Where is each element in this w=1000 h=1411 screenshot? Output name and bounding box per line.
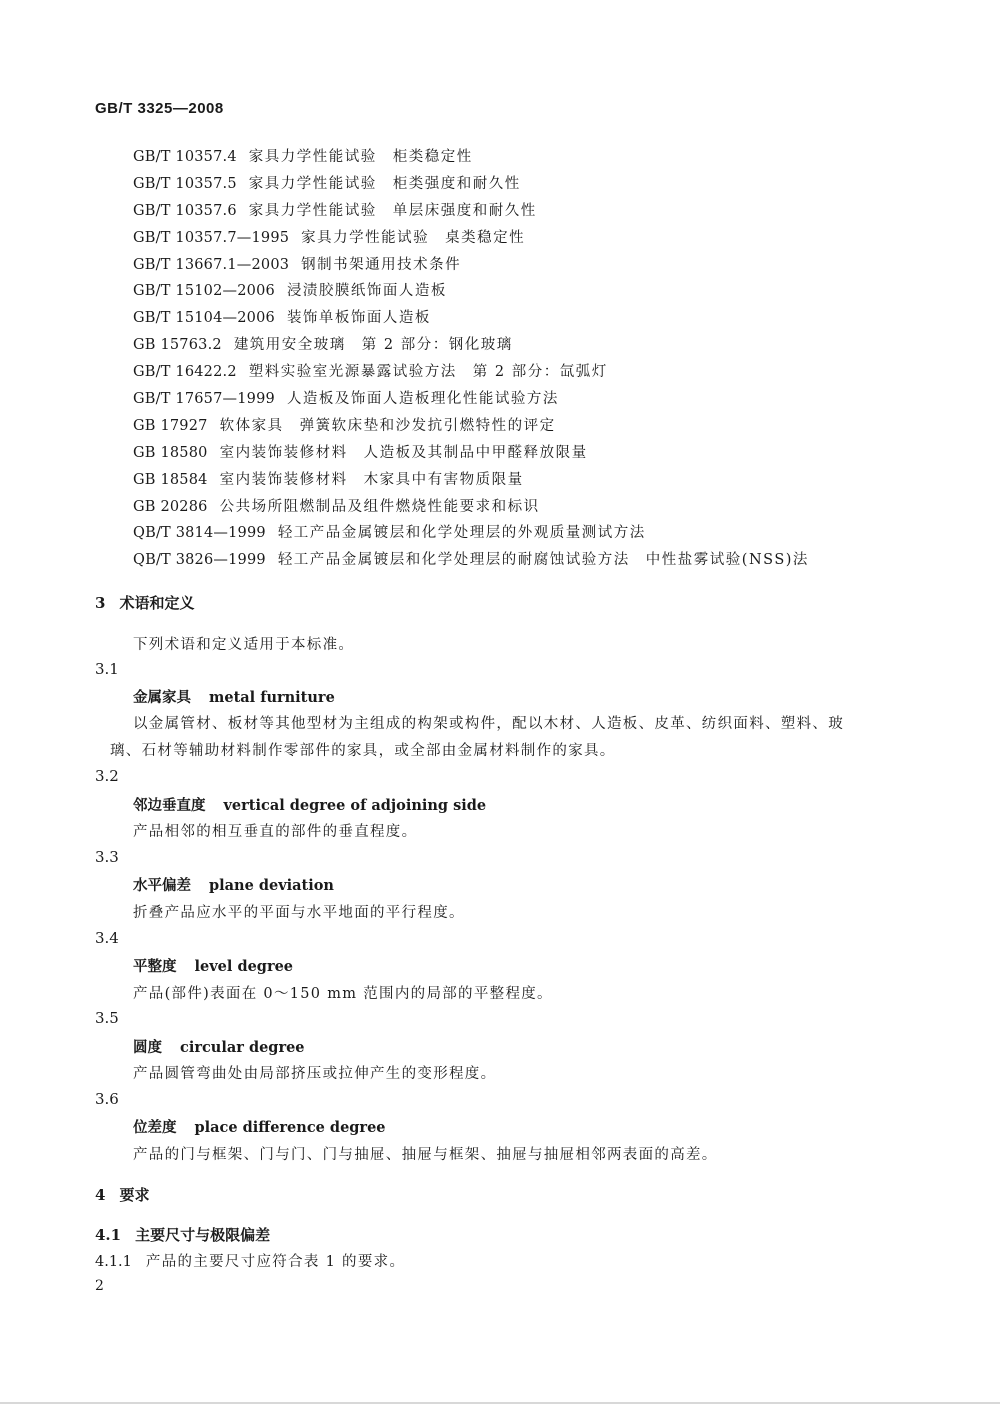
section-number: 4.1.1 [95, 1254, 132, 1270]
reference-code: GB/T 10357.4 [133, 149, 237, 165]
term-number: 3.6 [95, 1090, 119, 1108]
reference-code: GB/T 10357.5 [133, 175, 237, 192]
section-title: 要求 [119, 1186, 150, 1204]
reference-title: 室内装饰装修材料 人造板及其制品中甲醛释放限量 [219, 444, 588, 461]
term-zh: 位差度 [133, 1119, 177, 1136]
term-en: circular degree [180, 1039, 305, 1056]
term-number: 3.1 [95, 660, 119, 678]
section-number: 3 [95, 594, 106, 612]
term-en: plane deviation [209, 877, 334, 894]
term-definition: 折叠产品应水平的平面与水平地面的平行程度。 [133, 905, 465, 921]
reference-title: 装饰单板饰面人造板 [286, 310, 431, 327]
section-title: 术语和定义 [119, 594, 195, 612]
page-bottom-edge [0, 1402, 1000, 1404]
section-text: 产品的主要尺寸应符合表 1 的要求。 [145, 1254, 406, 1270]
term-heading [133, 1036, 305, 1057]
reference-code: GB/T 10357.7—1995 [133, 229, 290, 246]
reference-item [133, 359, 809, 386]
term-definition-cont: 璃、石材等辅助材料制作零部件的家具，或全部由金属材料制作的家具。 [110, 743, 616, 759]
reference-title: 钢制书架通用技术条件 [301, 256, 462, 273]
reference-code: GB 18584 [133, 471, 208, 488]
term-heading [133, 794, 486, 815]
term-zh: 圆度 [133, 1039, 162, 1056]
reference-item [133, 440, 809, 467]
section-3-intro: 下列术语和定义适用于本标准。 [133, 637, 355, 653]
reference-code: GB 17927 [133, 417, 208, 434]
term-zh: 水平偏差 [133, 877, 191, 894]
reference-item [133, 278, 809, 305]
reference-item [133, 494, 809, 521]
term-number: 3.2 [95, 767, 119, 785]
section-number: 4 [95, 1186, 106, 1204]
term-zh: 邻边垂直度 [133, 797, 206, 814]
reference-item [133, 332, 809, 359]
term-en: level degree [194, 958, 294, 975]
term-zh: 平整度 [133, 958, 177, 975]
term-number: 3.4 [95, 929, 119, 947]
reference-title: 家具力学性能试验 单层床强度和耐久性 [248, 202, 537, 219]
section-title: 主要尺寸与极限偏差 [135, 1226, 271, 1244]
term-en: place difference degree [194, 1119, 386, 1136]
term-en: vertical degree of adjoining side [223, 797, 487, 814]
term-definition: 产品(部件)表面在 0～150 mm 范围内的局部的平整程度。 [133, 986, 553, 1002]
reference-item [133, 520, 809, 547]
term-en: metal furniture [209, 689, 335, 706]
reference-title: 浸渍胶膜纸饰面人造板 [286, 283, 447, 300]
term-definition: 产品相邻的相互垂直的部件的垂直程度。 [133, 824, 418, 840]
reference-item [133, 467, 809, 494]
term-definition: 以金属管材、板材等其他型材为主组成的构架或构件，配以木材、人造板、皮革、纺织面料、塑料、玻 [133, 716, 844, 732]
reference-item [133, 547, 809, 574]
page-number: 2 [95, 1278, 104, 1294]
reference-item [133, 198, 809, 225]
reference-title: 软体家具 弹簧软床垫和沙发抗引燃特性的评定 [219, 417, 556, 434]
reference-code: GB/T 16422.2 [133, 364, 237, 381]
reference-code: QB/T 3814—1999 [133, 525, 266, 542]
term-zh: 金属家具 [133, 689, 191, 706]
reference-item [133, 252, 809, 279]
section-4-1-heading [95, 1224, 270, 1245]
reference-code: GB 18580 [133, 444, 208, 461]
reference-title: 家具力学性能试验 柜类稳定性 [248, 149, 473, 165]
reference-item [133, 171, 809, 198]
reference-item [133, 386, 809, 413]
term-heading [133, 955, 293, 976]
reference-title: 家具力学性能试验 桌类稳定性 [301, 229, 526, 246]
reference-title: 家具力学性能试验 柜类强度和耐久性 [248, 175, 521, 192]
normative-references-list [133, 144, 809, 574]
section-number: 4.1 [95, 1226, 122, 1244]
reference-title: 人造板及饰面人造板理化性能试验方法 [286, 391, 559, 408]
reference-item [133, 413, 809, 440]
reference-code: GB/T 15104—2006 [133, 310, 275, 327]
reference-code: GB/T 17657—1999 [133, 391, 275, 408]
term-number: 3.3 [95, 848, 119, 866]
reference-title: 塑料实验室光源暴露试验方法 第 2 部分：氙弧灯 [248, 364, 608, 381]
term-number: 3.5 [95, 1009, 119, 1027]
section-4-1-1 [95, 1250, 405, 1271]
reference-title: 轻工产品金属镀层和化学处理层的外观质量测试方法 [277, 525, 646, 542]
section-4-heading [95, 1184, 149, 1205]
reference-title: 建筑用安全玻璃 第 2 部分：钢化玻璃 [233, 337, 513, 354]
section-3-heading [95, 592, 194, 613]
reference-title: 公共场所阻燃制品及组件燃烧性能要求和标识 [219, 498, 540, 515]
reference-code: GB 20286 [133, 498, 208, 515]
reference-code: GB 15763.2 [133, 337, 222, 354]
reference-item [133, 144, 809, 171]
term-heading [133, 686, 335, 707]
reference-item [133, 305, 809, 332]
reference-item [133, 225, 809, 252]
term-definition: 产品的门与框架、门与门、门与抽屉、抽屉与框架、抽屉与抽屉相邻两表面的高差。 [133, 1147, 718, 1163]
reference-code: QB/T 3826—1999 [133, 552, 266, 569]
term-definition: 产品圆管弯曲处由局部挤压或拉伸产生的变形程度。 [133, 1066, 497, 1082]
reference-title: 室内装饰装修材料 木家具中有害物质限量 [219, 471, 524, 488]
standard-header: GB/T 3325—2008 [95, 100, 224, 117]
term-heading [133, 1116, 386, 1137]
reference-code: GB/T 15102—2006 [133, 283, 275, 300]
reference-code: GB/T 13667.1—2003 [133, 256, 290, 273]
reference-code: GB/T 10357.6 [133, 202, 237, 219]
term-heading [133, 874, 334, 895]
reference-title: 轻工产品金属镀层和化学处理层的耐腐蚀试验方法 中性盐雾试验(NSS)法 [277, 552, 809, 569]
